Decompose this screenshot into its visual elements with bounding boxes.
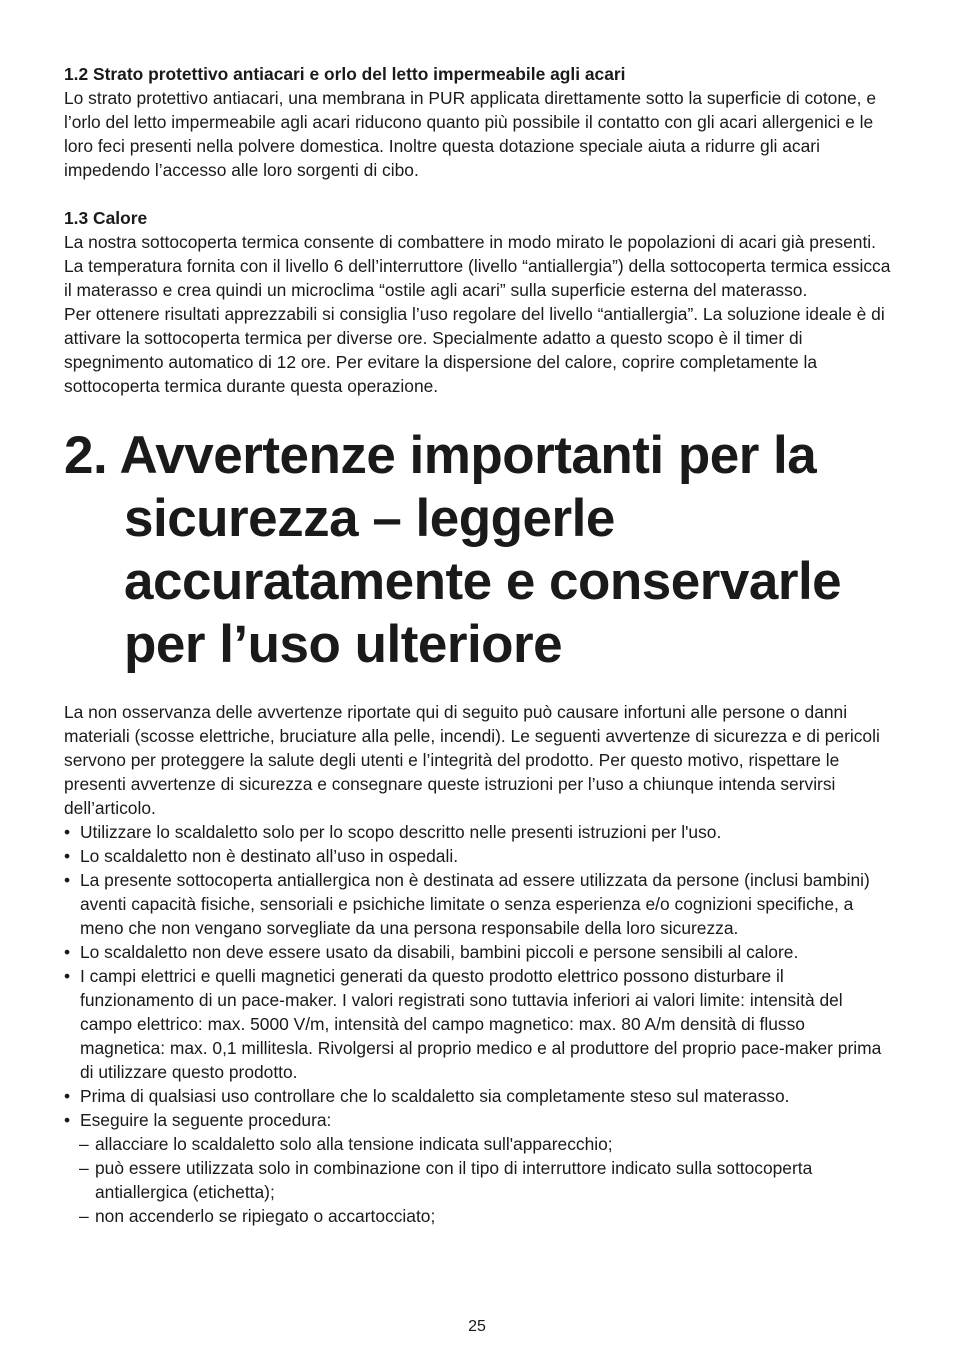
list-item: • I campi elettrici e quelli magnetici generati da questo prodotto elettrico possono disturbare il funzionamento di un pace-maker. I valori registrati sono tuttavia inferiori ai valori limite: intensità del campo elettrico: max. 5000 V/m, intensità del campo magnetico: max. 80 A/m densità di flusso magnetica: max. 0,1 millitesla. Rivolgersi al proprio medico e al produttore del proprio pace-maker prima di utilizzare questo prodotto. <box>64 964 892 1084</box>
section-body-1-2: Lo strato protettivo antiacari, una membrana in PUR applicata direttamente sotto la superficie di cotone, e l’orlo del letto impermeabile agli acari riducono quanto più possibile il contatto con gli acari allergenici e le loro feci presenti nella polvere domestica. Inoltre questa dotazione speciale aiuta a ridurre gli acari impedendo l’accesso alle loro sorgenti di cibo. <box>64 88 877 180</box>
list-item: • Prima di qualsiasi uso controllare che lo scaldaletto sia completamente steso sul materasso. <box>64 1084 892 1108</box>
list-item: • Eseguire la seguente procedura: <box>64 1108 892 1132</box>
list-item: – può essere utilizzata solo in combinazione con il tipo di interruttore indicato sulla sottocoperta antiallergica (etichetta); <box>64 1156 892 1204</box>
chapter-heading-2: 2. Avvertenze importanti per la sicurezza – leggerle accuratamente e conservarle per l’uso ulteriore <box>64 426 842 674</box>
document-page <box>64 62 892 1228</box>
list-item: • La presente sottocoperta antiallergica non è destinata ad essere utilizzata da persone (inclusi bambini) aventi capacità fisiche, sensoriali e psichiche limitate o senza esperienza e/o cognizioni specifiche, a meno che non vengano sorvegliate da una persona responsabile della loro sicurezza. <box>64 868 892 940</box>
list-item: – non accenderlo se ripiegato o accartocciato; <box>64 1204 892 1228</box>
procedure-dash-list <box>64 1132 892 1228</box>
list-item: • Lo scaldaletto non deve essere usato da disabili, bambini piccoli e persone sensibili al calore. <box>64 940 892 964</box>
section-heading-1-2: 1.2 Strato protettivo antiacari e orlo del letto impermeabile agli acari <box>64 64 626 84</box>
section-body-1-3-a: La nostra sottocoperta termica consente di combattere in modo mirato le popolazioni di acari già presenti. La temperatura fornita con il livello 6 dell’interruttore (livello “antiallergia”) della sottocoperta termica essicca il materasso e crea quindi un microclima “ostile agli acari” sulla superficie esterna del materasso. <box>64 232 891 300</box>
safety-bullet-list <box>64 820 892 1132</box>
list-item: • Utilizzare lo scaldaletto solo per lo scopo descritto nelle presenti istruzioni per l'uso. <box>64 820 892 844</box>
chapter-intro: La non osservanza delle avvertenze riportate qui di seguito può causare infortuni alle persone o danni materiali (scosse elettriche, bruciature alla pelle, incendi). Le seguenti avvertenze di sicurezza e di pericoli servono per proteggere la salute degli utenti e l’integrità del prodotto. Per questo motivo, rispettare le presenti avvertenze di sicurezza e consegnare queste istruzioni per l’uso a chiunque intenda servirsi dell’articolo. <box>64 702 880 818</box>
list-item: – allacciare lo scaldaletto solo alla tensione indicata sull'apparecchio; <box>64 1132 892 1156</box>
list-item: • Lo scaldaletto non è destinato all’uso in ospedali. <box>64 844 892 868</box>
section-body-1-3-b: Per ottenere risultati apprezzabili si consiglia l’uso regolare del livello “antiallergia”. La soluzione ideale è di attivare la sottocoperta termica per diverse ore. Specialmente adatto a questo scopo è il timer di spegnimento automatico di 12 ore. Per evitare la dispersione del calore, coprire completamente la sottocoperta termica durante questa operazione. <box>64 304 885 396</box>
section-heading-1-3: 1.3 Calore <box>64 208 148 228</box>
page-number: 25 <box>468 1318 486 1335</box>
